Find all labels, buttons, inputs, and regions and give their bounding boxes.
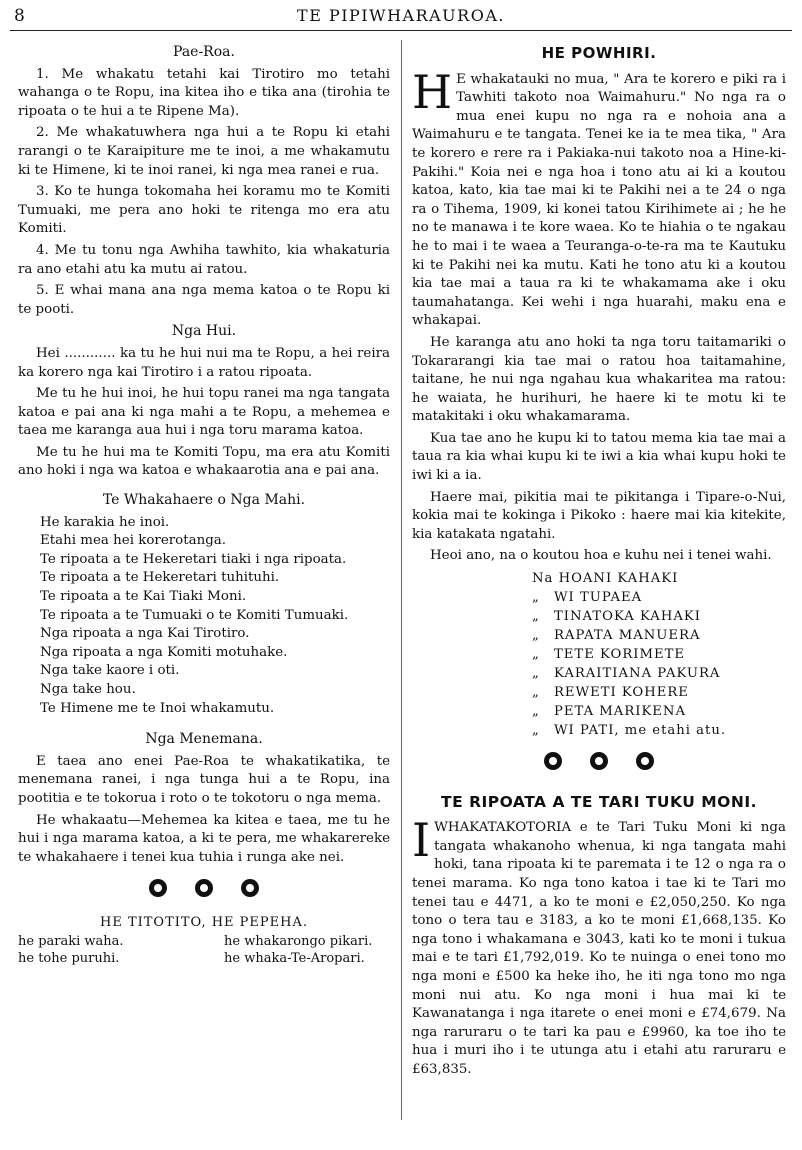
- header-rule: [10, 30, 792, 31]
- list-item: Etahi mea hei korerotanga.: [40, 533, 227, 549]
- signatories: [532, 569, 786, 740]
- flower-ornament-icon: [636, 752, 654, 770]
- powhiri-paragraph: Haere mai, pikitia mai te pikitanga i Tipare-o-Nui, kokia mai te kokinga i Pikoko : haere mai kia kitekite, kia katakata ngatahi.: [412, 489, 786, 542]
- titotito-line: he paraki waha.: [18, 933, 124, 949]
- signatory-row: [532, 683, 786, 702]
- drop-cap: I: [412, 813, 431, 868]
- column-divider: [401, 40, 402, 1120]
- powhiri-paragraph: Kua tae ano he kupu ki to tatou mema kia tae mai a taua ra kia whai kupu ki te iwi a kia whai kupu hoki te iwi ki a ia.: [412, 430, 786, 484]
- ditto-mark: „: [532, 628, 540, 644]
- nga-hui-paragraph: Me tu he hui inoi, he hui topu ranei ma nga tangata katoa e pai ana ki nga mahi a te Ropu, a mehemea e taea me karanga aua hui i nga toru marama katoa.: [18, 386, 390, 439]
- right-column: [412, 40, 786, 1080]
- publication-title: TE PIPIWHARAUROA.: [297, 6, 505, 25]
- ditto-mark: „: [532, 723, 540, 739]
- titotito-heading: HE TITOTITO, HE PEPEHA.: [99, 914, 309, 930]
- ripoata-paragraph: [412, 813, 786, 1079]
- list-item: Nga ripoata a nga Kai Tirotiro.: [40, 626, 250, 642]
- pae-roa-item: 3. Ko te hunga tokomaha hei koramu mo te Komiti Tumuaki, me pera ano hoki te ritenga mo era atu Komiti.: [18, 184, 390, 237]
- signatory: Na HOANI KAHAKI: [532, 571, 679, 587]
- signatory: TETE KORIMETE: [554, 647, 686, 663]
- pae-roa-item: 1. Me whakatu tetahi kai Tirotiro mo tetahi wahanga o te Ropu, ina kitea iho e tika ana (tirohia te ripoata o te hui a te Ripene Ma).: [18, 66, 390, 119]
- signatory-row: [532, 645, 786, 664]
- powhiri-first-text: E whakatauki no mua, " Ara te korero e piki ra i Tawhiti takoto noa Waimahuru." No nga ra o mua enei kupu no nga ra e nohoia ana a Waimahuru e te tangata. Tenei ke ia te mea tika, " Ara te korero e rere ra i Pakiaka-nui takoto noa a Hine-ki-Pakihi." Koia nei e nga hoa i tono atu ai ki a koutou katoa, kato, kia tae mai ki te Pakihi nei a te 24 o nga ra o Tihema, 1909, ki konei tatou Kirihimete ai ; he he no te manawa i te kore waea. Ko te hiahia o te ngakau he to mai i te waea a Teuranga-o-te-ra ma te Kautuku ki te Pakihi nei ka mutu. Kati he tono atu ki a koutou kia tae mai a taua ra ki te whakamama ake i oku taumahatanga. Kei wehi i nga huarahi, maku ena e whakapai.: [412, 71, 786, 329]
- whakahaere-heading: Te Whakahaere o Nga Mahi.: [102, 492, 306, 509]
- nga-hui-paragraph: Me tu he hui ma te Komiti Topu, ma era atu Komiti ano hoki i nga wa katoa e whakaarotia ana e pai ana.: [18, 444, 390, 479]
- powhiri-paragraph: He karanga atu ano hoki ta nga toru taitamariki o Tokararangi kia tae mai o ratou hoa taitamahine, taitane, he nui nga ngahau kua whakaritea ma ratou: he waiata, he hurihuri, he haere ki te motu ki te matakitaki i oku whakamarama.: [412, 334, 786, 425]
- list-item: Te ripoata a te Tumuaki o te Komiti Tumuaki.: [40, 607, 349, 623]
- ditto-mark: „: [532, 685, 540, 701]
- flower-ornament-icon: [149, 879, 167, 897]
- nga-hui-heading: Nga Hui.: [171, 323, 237, 340]
- page-number: 8: [14, 6, 25, 26]
- ditto-mark: „: [532, 647, 540, 663]
- signatory: WI TUPAEA: [554, 590, 643, 606]
- signatory: WI PATI, me etahi atu.: [554, 723, 727, 739]
- ripoata-heading: TE RIPOATA A TE TARI TUKU MONI.: [441, 792, 757, 811]
- list-item: Nga ripoata a nga Komiti motuhake.: [40, 644, 288, 660]
- list-item: Nga take hou.: [40, 682, 136, 697]
- signatory: REWETI KOHERE: [554, 685, 689, 701]
- ditto-mark: „: [532, 704, 540, 720]
- titotito-line: he tohe puruhi.: [18, 950, 120, 966]
- ditto-mark: „: [532, 609, 540, 625]
- ditto-mark: „: [532, 590, 540, 606]
- signatory: TINATOKA KAHAKI: [554, 609, 701, 625]
- list-item: Te ripoata a te Kai Tiaki Moni.: [40, 589, 247, 605]
- powhiri-first-paragraph: [412, 64, 786, 331]
- pae-roa-heading: Pae-Roa.: [173, 44, 235, 60]
- whakahaere-list: [18, 514, 390, 719]
- signatory: KARAITIANA PAKURA: [554, 666, 721, 682]
- list-item: Te Himene me te Inoi whakamutu.: [40, 700, 275, 716]
- list-item: Te ripoata a te Hekeretari tiaki i nga ripoata.: [40, 551, 347, 567]
- powhiri-heading: HE POWHIRI.: [541, 44, 657, 62]
- list-item: Nga take kaore i oti.: [40, 663, 180, 679]
- page-header: [10, 4, 792, 28]
- powhiri-paragraph: Heoi ano, na o koutou hoa e kuhu nei i tenei wahi.: [430, 548, 772, 564]
- nga-hui-paragraph: Hei ............ ka tu he hui nui ma te Ropu, a hei reira ka korero nga kai Tirotiro i a ratou ripoata.: [18, 345, 390, 380]
- signatory-row: [532, 588, 786, 607]
- signatory-row: [532, 626, 786, 645]
- drop-cap: H: [412, 64, 453, 119]
- flower-ornament-icon: [195, 879, 213, 897]
- titotito-line: he whaka-Te-Aropari.: [224, 950, 365, 966]
- list-item: Te ripoata a te Hekeretari tuhituhi.: [40, 570, 280, 586]
- signatory: RAPATA MANUERA: [554, 628, 701, 644]
- flower-ornament-icon: [590, 752, 608, 770]
- menemana-heading: Nga Menemana.: [145, 731, 263, 748]
- titotito-columns: [18, 933, 390, 967]
- ripoata-text: WHAKATAKOTORIA e te Tari Tuku Moni ki nga tangata whakanoho whenua, ki nga tangata mahi hoki, tana ripoata ki te paremata i te 12 o nga ra o tenei marama. Ko nga tono katoa i tae ki te Tari mo tenei tau e 4471, a ko te moni e £2,050,250. Ko nga tono o tera tau e 3183, a ko te moni £1,668,135. Ko nga tono i whakamana e 3043, kati ko te moni i tukua mai e te tari £1,792,019. Ko te nuinga o enei tono mo nga moni e £500 ka heke iho, he iti nga tono mo nga moni nui atu. Ko nga moni i hua mai ki te Kawanatanga i nga itarete o enei moni e £74,679. Na nga raruraru o te tari ka pau e £9960, ka toe iho te hua i muri iho i te utunga atu i etahi atu raruraru e £63,835.: [412, 820, 786, 1077]
- pae-roa-item: 5. E whai mana ana nga mema katoa o te Ropu ki te pooti.: [18, 283, 390, 317]
- pae-roa-item: 2. Me whakatuwhera nga hui a te Ropu ki etahi rarangi o te Karaipiture me te inoi, a me whakamutu ki te Himene, ki te inoi ranei, ki nga mea ranei e rua.: [18, 125, 390, 178]
- list-item: He karakia he inoi.: [40, 514, 170, 530]
- titotito-line: he whakarongo pikari.: [224, 933, 373, 949]
- signatory: PETA MARIKENA: [554, 704, 686, 720]
- menemana-paragraph: He whakaatu—Mehemea ka kitea e taea, me tu he hui i nga marama katoa, a ki te pera, me whakarereke te whakahaere i tenei kua tuhia i runga ake nei.: [18, 812, 390, 865]
- flower-ornament-icon: [544, 752, 562, 770]
- signatory-row: [532, 664, 786, 683]
- flower-ornament-icon: [241, 879, 259, 897]
- ornament-divider: [412, 752, 786, 777]
- signatory-row: [532, 702, 786, 721]
- ornament-divider: [18, 879, 390, 904]
- signatory-row: [532, 721, 786, 740]
- pae-roa-item: 4. Me tu tonu nga Awhiha tawhito, kia whakaturia ra ano etahi atu ka mutu ai ratou.: [18, 242, 390, 277]
- ditto-mark: „: [532, 666, 540, 682]
- signatory-row: [532, 607, 786, 626]
- menemana-paragraph: E taea ano enei Pae-Roa te whakatikatika, te menemana ranei, i nga tunga hui a te Ropu, ina pootitia e te tokorua i roto o te tokotoru o nga mema.: [18, 753, 390, 806]
- left-column: [18, 40, 390, 967]
